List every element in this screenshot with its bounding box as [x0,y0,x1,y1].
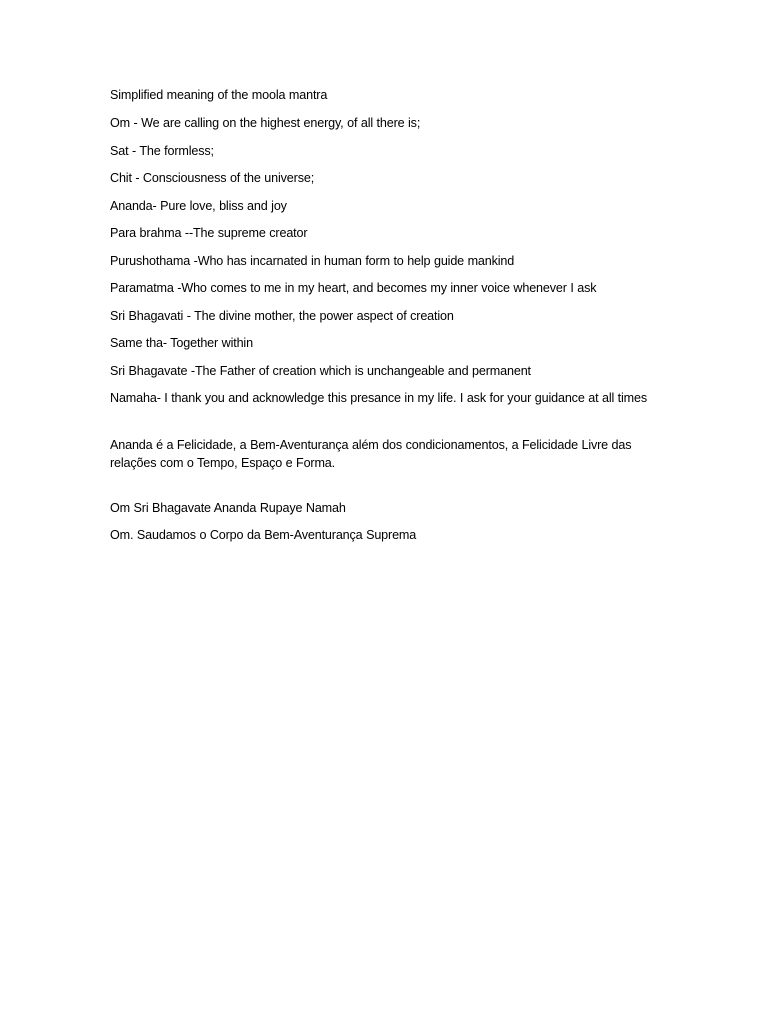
mantra-line-om: Om - We are calling on the highest energy, of all there is; [110,116,421,130]
portuguese-paragraph: Ananda é a Felicidade, a Bem-Aventurança além dos condicionamentos, a Felicidade Livre das relações com o Tempo, Espaço e Forma. [110,437,632,470]
mantra-line-same-tha: Same tha- Together within [110,336,253,350]
mantra-line-namaha: Namaha- I thank you and acknowledge this presance in my life. I ask for your guidance at all times [110,391,648,405]
mantra-line-sat: Sat - The formless; [110,143,214,158]
document-title: Simplified meaning of the moola mantra [110,88,328,102]
mantra-translation: Om. Saudamos o Corpo da Bem-Aventurança Suprema [110,528,417,542]
mantra-line-sri-bhagavati: Sri Bhagavati - The divine mother, the power aspect of creation [110,308,454,323]
mantra-line-purushothama: Purushothama -Who has incarnated in human form to help guide mankind [110,253,515,268]
document-body [110,86,655,554]
mantra-line-paramatma: Paramatma -Who comes to me in my heart, and becomes my inner voice whenever I ask [110,281,597,295]
mantra-line-para-brahma: Para brahma --The supreme creator [110,226,308,240]
mantra-line-chit: Chit - Consciousness of the universe; [110,171,315,185]
mantra-line-ananda: Ananda- Pure love, bliss and joy [110,198,287,213]
mantra-line-sri-bhagavate: Sri Bhagavate -The Father of creation which is unchangeable and permanent [110,363,531,378]
mantra-text: Om Sri Bhagavate Ananda Rupaye Namah [110,500,346,515]
